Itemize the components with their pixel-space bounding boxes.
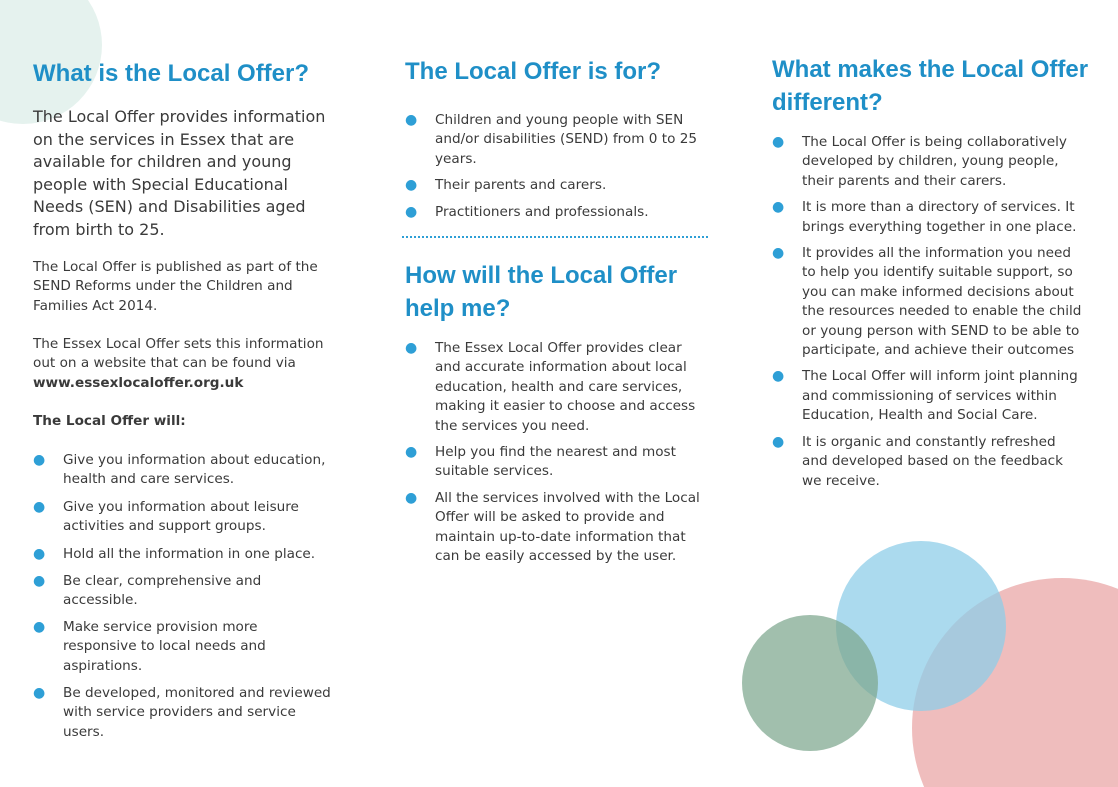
list-item: ● Help you find the nearest and most suitable services. (405, 444, 676, 480)
heading-what-is: What is the Local Offer? (33, 60, 310, 87)
list-item: ● Give you information about leisure activities and support groups. (33, 498, 299, 535)
list-item: ● It is organic and constantly refreshed and developed based on the feedback we receive. (772, 433, 1064, 489)
heading-how-help: How will the Local Offer help me? (405, 262, 678, 322)
list-item: ● Be developed, monitored and reviewed with service providers and service users. (33, 685, 331, 740)
local-offer-will-heading: The Local Offer will: (33, 413, 186, 429)
list-item: ● Their parents and carers. (405, 176, 705, 195)
who-for-list (405, 111, 705, 222)
bullet-icon: ● (33, 618, 46, 635)
bullet-icon: ● (772, 134, 785, 150)
list-item: ● Practitioners and professionals. (405, 203, 705, 222)
bullet-icon: ● (33, 685, 46, 702)
list-item: ● Be clear, comprehensive and accessible. (33, 573, 262, 609)
list-item: ● The Essex Local Offer provides clear and accurate information about local education, health and care services, making it easier to choose and access the services you need. (405, 340, 696, 434)
list-item: ● It provides all the information you need to help you identify suitable support, so you can make informed decisions about the resources needed to enable the child or young person with SEND to be able to participate, and achieve their outcomes (772, 245, 1082, 359)
bullet-icon: ● (772, 199, 785, 216)
bullet-icon: ● (405, 340, 418, 356)
bullet-icon: ● (405, 489, 418, 506)
bullet-icon: ● (405, 177, 418, 194)
list-item: ● Hold all the information in one place. (33, 545, 333, 564)
bullet-icon: ● (772, 368, 785, 385)
published-paragraph: The Local Offer is published as part of the SEND Reforms under the Children and Families Act 2014. (33, 259, 318, 314)
bullet-icon: ● (33, 452, 46, 468)
local-offer-will-list (33, 451, 333, 742)
list-item: ● Children and young people with SEN and/or disabilities (SEND) from 0 to 25 years. (405, 112, 698, 167)
list-item: ● Give you information about education, health and care services. (33, 452, 326, 488)
website-text: The Essex Local Offer sets this information out on a website that can be found via (33, 336, 324, 372)
bullet-icon: ● (772, 245, 785, 262)
list-item: ● The Local Offer will inform joint planning and commissioning of services within Education, Health and Social Care. (772, 368, 1078, 424)
bullet-icon: ● (33, 545, 46, 562)
how-help-list (405, 339, 705, 566)
website-link[interactable]: www.essexlocaloffer.org.uk (33, 374, 244, 391)
bullet-icon: ● (33, 498, 46, 515)
heading-different: What makes the Local Offer different? (772, 56, 1089, 116)
list-item: ● Make service provision more responsive to local needs and aspirations. (33, 618, 266, 674)
decorative-circle-green (742, 615, 878, 751)
bullet-icon: ● (772, 433, 785, 450)
bullet-icon: ● (405, 203, 418, 220)
bullet-icon: ● (33, 573, 46, 590)
bullet-icon: ● (405, 112, 418, 128)
bullet-icon: ● (405, 444, 418, 461)
list-item: ● All the services involved with the Local Offer will be asked to provide and maintain up-to-date information that can be easily accessed by the user. (405, 489, 700, 565)
website-paragraph (33, 335, 333, 393)
dotted-divider (402, 236, 708, 238)
intro-paragraph: The Local Offer provides information on the services in Essex that are available for children and young people with Special Educational Needs (SEN) and Disabilities aged from birth to 25. (33, 107, 326, 239)
list-item: ● It is more than a directory of services. It brings everything together in one place. (772, 199, 1077, 235)
list-item: ● The Local Offer is being collaboratively developed by children, young people, their parents and their carers. (772, 134, 1067, 189)
different-list (772, 133, 1084, 491)
heading-who-for: The Local Offer is for? (405, 58, 662, 85)
